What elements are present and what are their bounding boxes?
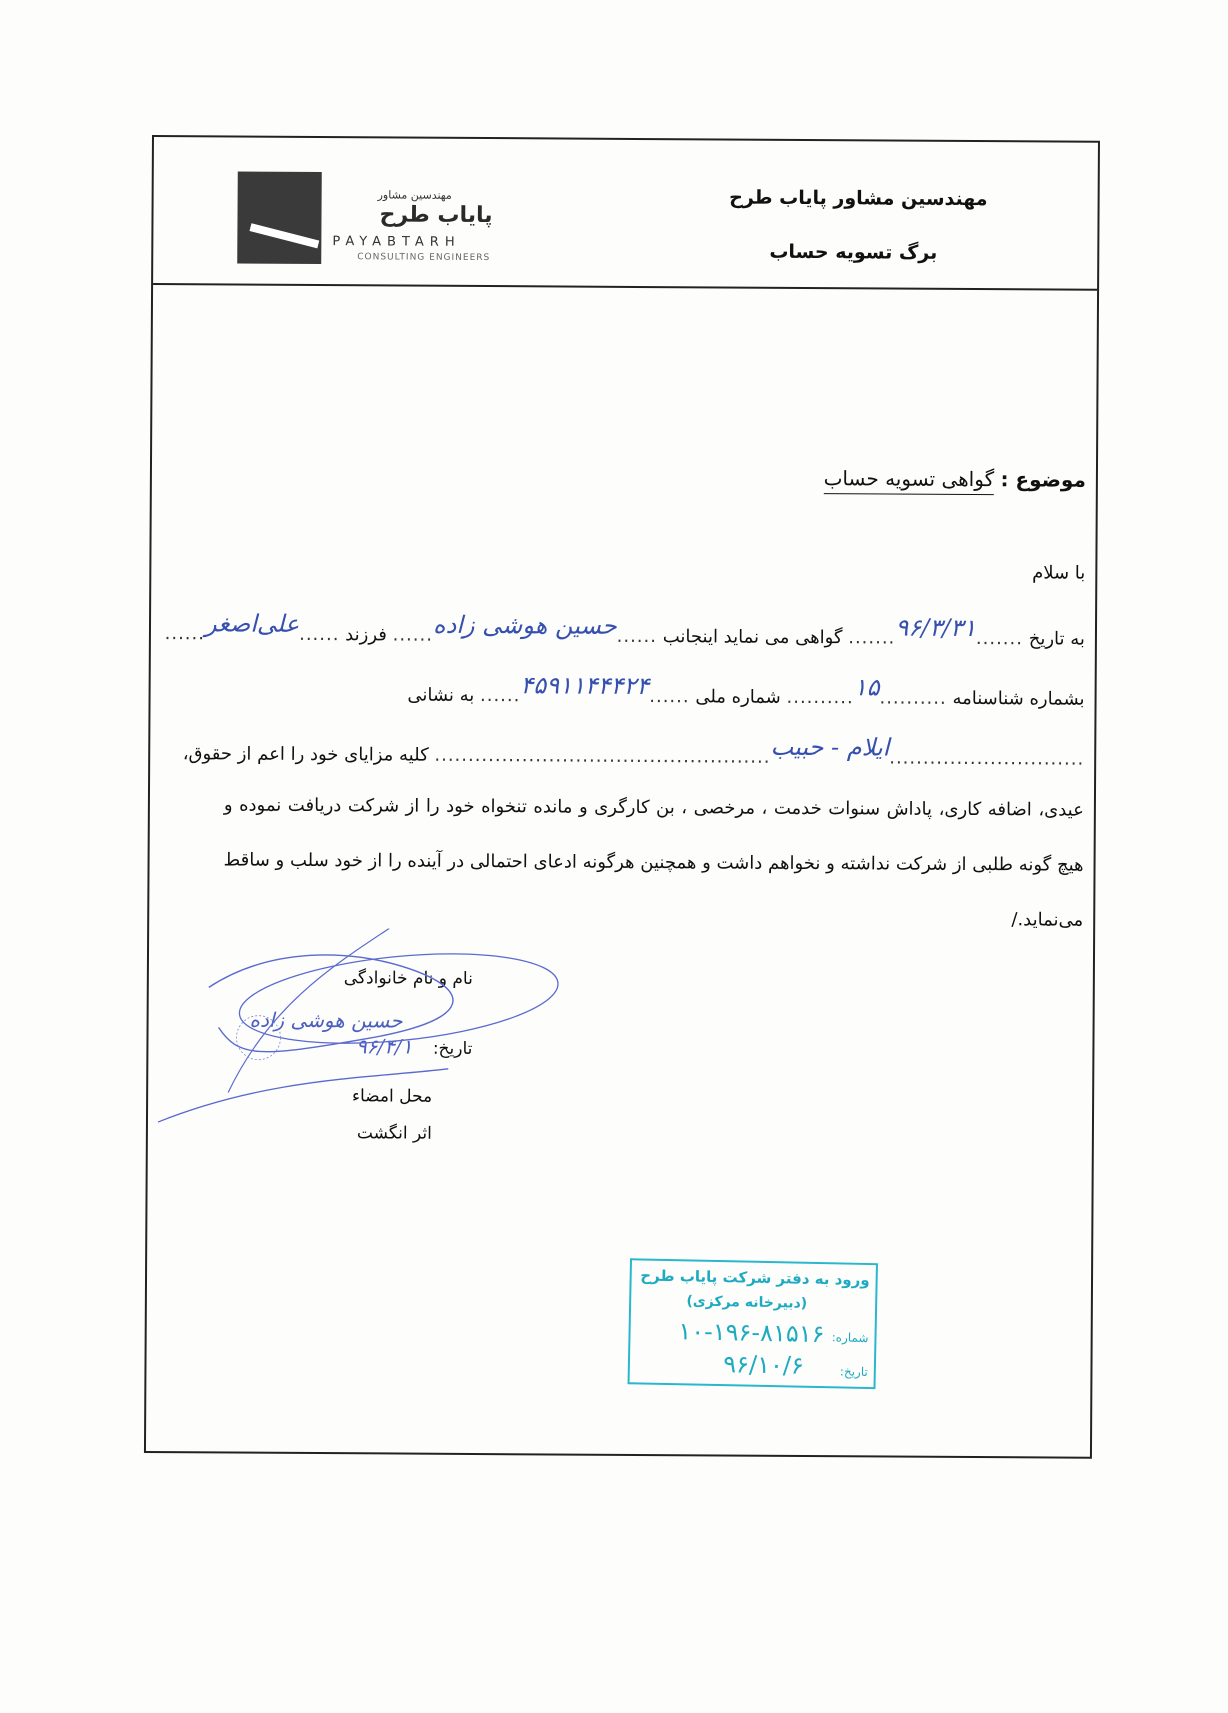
logo-en-name: PAYABTARH bbox=[332, 234, 461, 250]
fingerprint-label: اثر انگشت bbox=[356, 1123, 432, 1144]
signature-scribble bbox=[148, 927, 569, 1150]
line3-text: کلیه مزایای خود را اعم از حقوق، bbox=[182, 743, 429, 766]
stamp-date: ۹۶/۱۰/۶ bbox=[723, 1350, 805, 1380]
stamp-date-label: تاریخ: bbox=[839, 1364, 868, 1380]
line2-text-1: بشماره شناسنامه bbox=[952, 687, 1085, 710]
form-line-2: بشماره شناسنامه ..........۱۵.......... شماره ملی ......۴۵۹۱۱۴۴۴۲۴...... به نشانی bbox=[407, 671, 1085, 710]
handwritten-name: حسین هوشی زاده bbox=[432, 610, 617, 640]
logo-mark-icon bbox=[237, 172, 322, 265]
subject-line bbox=[824, 466, 1086, 492]
handwritten-father-name: علی‌اصغر bbox=[204, 609, 300, 638]
handwritten-signer-name: حسین هوشی زاده bbox=[249, 1007, 403, 1033]
handwritten-national-id: ۴۵۹۱۱۴۴۴۲۴ bbox=[520, 671, 650, 701]
form-line-1: به تاریخ .......۹۶/۳/۳۱....... گواهی می نماید اینجانب ......حسین هوشی زاده...... فرزند ......علی‌اصغر...... bbox=[164, 609, 1086, 650]
handwritten-date: ۹۶/۳/۳۱ bbox=[895, 613, 977, 643]
line1-text-3: فرزند bbox=[345, 624, 387, 646]
subject-label: موضوع : bbox=[1000, 467, 1086, 492]
line1-text-2: گواهی می نماید اینجانب bbox=[662, 626, 843, 649]
line2-text-3: به نشانی bbox=[407, 684, 475, 706]
document-header bbox=[153, 137, 1098, 291]
line2-text-2: شماره ملی bbox=[695, 686, 781, 708]
handwritten-sign-date: ۹۶/۴/۱ bbox=[355, 1034, 413, 1059]
registry-stamp bbox=[628, 1258, 878, 1389]
stamp-number: ۱۰-۱۹۶-۸۱۵۱۶ bbox=[678, 1317, 825, 1349]
subject-value: گواهی تسویه حساب bbox=[824, 466, 995, 495]
logo-fa-name: پایاب طرح bbox=[379, 202, 493, 229]
greeting: با سلام bbox=[1032, 562, 1086, 584]
document-frame bbox=[144, 135, 1100, 1459]
name-label: نام و نام خانوادگی bbox=[343, 968, 473, 989]
company-logo bbox=[237, 172, 538, 269]
stamp-line-2: (دبیرخانه مرکزی) bbox=[686, 1293, 808, 1312]
line1-text-1: به تاریخ bbox=[1028, 628, 1086, 650]
body-paragraph: عیدی، اضافه کاری، پاداش سنوات خدمت ، مرخصی ، بن کارگری و مانده تنخواه خود را از شرکت دریافت نموده و هیچ گونه طلبی از شرکت نداشته و نخواهم داشت و همچنین هرگونه ادعای احتمالی در آینده را از خود سلب و ساقط می‌نماید./ bbox=[223, 794, 1084, 931]
form-line-3: .............................ایلام - حبیب.................................................. کلیه مزایای خود را اعم از حقوق، bbox=[182, 732, 1085, 770]
stamp-number-label: شماره: bbox=[831, 1330, 869, 1346]
handwritten-id-number: ۱۵ bbox=[853, 673, 880, 702]
handwritten-address: ایلام - حبیب bbox=[770, 732, 890, 762]
date-label: تاریخ: bbox=[432, 1038, 473, 1059]
form-title: برگ تسویه حساب bbox=[769, 240, 938, 264]
stamp-line-1: ورود به دفتر شرکت پایاب طرح bbox=[640, 1266, 870, 1290]
signature-place-label: محل امضاء bbox=[351, 1086, 433, 1107]
logo-fa-small: مهندسین مشاور bbox=[377, 188, 452, 202]
company-name: مهندسین مشاور پایاب طرح bbox=[729, 186, 988, 211]
logo-en-sub: CONSULTING ENGINEERS bbox=[357, 252, 491, 264]
